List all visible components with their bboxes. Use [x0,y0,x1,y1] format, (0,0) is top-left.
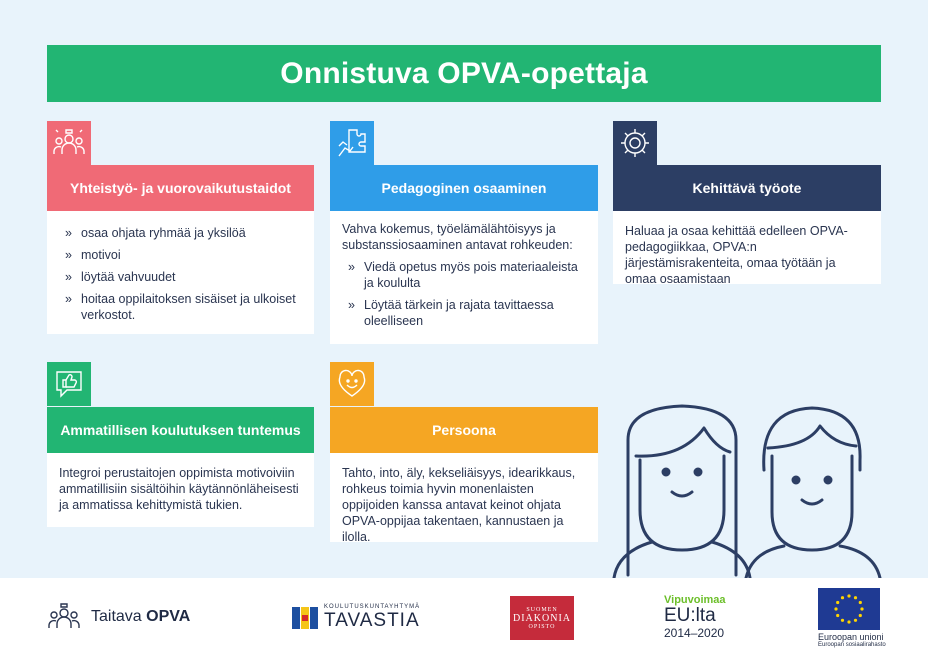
taitava-text [91,608,190,626]
right-person-smile [802,500,822,504]
card-ammatillinen-icon-tab [47,362,91,406]
card-yhteistyo-icon-tab [47,121,91,165]
right-person-eye [793,477,799,483]
eulta-mid: EU:lta [664,605,716,626]
card-persoona-body [330,453,598,542]
list-item: » motivoi [59,247,302,263]
smiley-heart-icon [335,367,369,401]
eu-name: Euroopan unioni [818,632,884,642]
footer [0,578,928,656]
taitava-opva-logo [47,600,190,634]
left-person-face [640,456,724,550]
list-item: » osaa ohjata ryhmää ja yksilöä [59,225,302,241]
eu-logo [818,588,886,648]
card-persoona-icon-tab [330,362,374,406]
right-person-fringe [768,426,856,448]
eulta-top: Vipuvoimaa [664,594,726,606]
tavastia-small: KOULUTUSKUNTAYHTYMÄ [324,604,421,610]
card-pedagoginen-body [330,211,598,344]
group-collaboration-icon [47,600,81,634]
diakonia-line1: SUOMEN [526,606,558,613]
group-collaboration-icon [52,126,86,160]
eu-flag-icon [818,588,880,630]
left-person-bangs [636,428,730,456]
card-ammatillinen-body [47,453,314,527]
card-text: Haluaa ja osaa kehittää edelleen OPVA-pedagogiikkaa, OPVA:n järjestämisrakenteita, omaa työtään ja omaa osaamistaan [625,224,848,286]
puzzle-hand-icon [335,126,369,160]
tavastia-logo [292,604,420,632]
taitava-word: Taitava [91,608,147,625]
card-kehittava-body [613,211,881,284]
diakonia-logo [510,596,574,640]
diakonia-line3: OPISTO [528,623,556,630]
tavastia-name: TAVASTIA [324,610,420,631]
card-ammatillinen-heading: Ammatillisen koulutuksen tuntemus [47,407,314,453]
card-pedagoginen-heading: Pedagoginen osaaminen [330,165,598,211]
card-yhteistyo-heading: Yhteistyö- ja vuorovaikutustaidot [47,165,314,211]
eulta-logo [664,594,726,640]
list-item: » Viedä opetus myös pois materiaaleista ja koululta [342,259,586,291]
right-person-hair [764,408,860,470]
card-kehittava-heading: Kehittävä työote [613,165,881,211]
card-intro: Vahva kokemus, työelämälähtöisyys ja substanssiosaaminen antavat rohkeuden: [342,222,573,252]
left-person-eye [695,469,701,475]
people-illustration [612,400,888,580]
card-pedagoginen-icon-tab [330,121,374,165]
left-person-shoulders [614,542,750,578]
card-yhteistyo-body [47,211,314,334]
left-person-eye [663,469,669,475]
eulta-years: 2014–2020 [664,626,725,640]
diakonia-line2: DIAKONIA [513,612,571,624]
page-title: Onnistuva OPVA-opettaja [280,56,648,90]
title-banner [47,45,881,102]
thumbs-up-bubble-icon [52,367,86,401]
list-item: » löytää vahvuudet [59,269,302,285]
card-kehittava-icon-tab [613,121,657,165]
tavastia-text [324,604,420,632]
gear-icon [618,126,652,160]
eu-fund: Euroopan sosiaalirahasto [818,642,886,648]
card-text: Integroi perustaitojen oppimista motivoiviin ammatillisiin sisältöihin käytännönläheisesti ja ammatissa kehittymistä tukien. [59,466,299,512]
list-item: » hoitaa oppilaitoksen sisäiset ja ulkoiset verkostot. [59,291,302,323]
list-item: » Löytää tärkein ja rajata tavittaessa oleelliseen [342,297,586,329]
opva-word: OPVA [146,608,191,625]
right-person-eye [825,477,831,483]
card-persoona-heading: Persoona [330,407,598,453]
tavastia-emblem-icon [292,607,318,629]
card-text: Tahto, into, äly, kekseliäisyys, idearikkaus, rohkeus toimia hyvin monenlaisten oppijoiden kanssa antavat keinot ohjata OPVA-oppijaa takentaen, kannustaen ja ilolla. [342,466,576,544]
left-person-smile [672,492,692,496]
